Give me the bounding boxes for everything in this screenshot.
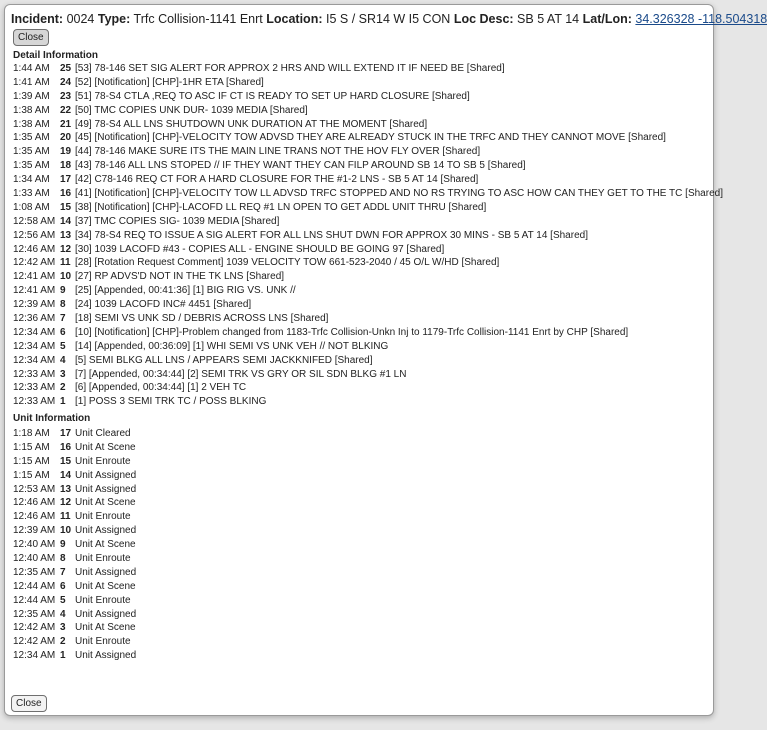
close-button-bottom[interactable]: Close xyxy=(11,695,47,712)
detail-row xyxy=(13,104,703,118)
detail-row xyxy=(13,368,703,382)
unit-row xyxy=(13,427,703,441)
row-time: 1:39 AM xyxy=(13,90,50,102)
detail-row xyxy=(13,187,723,201)
row-description: [41] [Notification] [CHP]-VELOCITY TOW LL ADVSD TRFC STOPPED AND NO RS TRYING TO ASC HOW CAN THEY GET TO THE TC [Shared] xyxy=(75,188,723,200)
unit-row xyxy=(13,635,703,649)
row-number: 8 xyxy=(60,553,66,565)
row-number: 2 xyxy=(60,636,66,648)
row-number: 25 xyxy=(60,63,72,74)
row-description: [14] [Appended, 00:36:09] [1] WHI SEMI VS UNK VEH // NOT BLKING xyxy=(75,340,389,352)
row-time: 12:46 AM xyxy=(13,497,56,509)
row-number: 10 xyxy=(60,525,72,537)
row-description: Unit At Scene xyxy=(75,622,136,634)
row-description: [7] [Appended, 00:34:44] [2] SEMI TRK VS GRY OR SIL SDN BLKG #1 LN xyxy=(75,368,407,380)
row-description: [6] [Appended, 00:34:44] [1] 2 VEH TC xyxy=(75,382,247,394)
unit-row xyxy=(13,552,703,566)
row-time: 12:41 AM xyxy=(13,285,56,297)
row-description: [52] [Notification] [CHP]-1HR ETA [Shared] xyxy=(75,76,264,88)
unit-row xyxy=(13,608,703,622)
row-description: [37] TMC COPIES SIG- 1039 MEDIA [Shared] xyxy=(75,215,280,227)
lat-lon-label: Lat/Lon: xyxy=(582,12,632,26)
close-button-top[interactable]: Close xyxy=(13,29,49,46)
row-number: 5 xyxy=(60,340,66,352)
loc-desc-value: SB 5 AT 14 xyxy=(517,12,580,26)
row-number: 15 xyxy=(60,201,72,213)
row-time: 12:33 AM xyxy=(13,396,56,408)
row-time: 12:56 AM xyxy=(13,229,56,241)
row-description: Unit Enroute xyxy=(75,553,131,565)
row-time: 1:08 AM xyxy=(13,201,50,213)
row-description: [50] TMC COPIES UNK DUR- 1039 MEDIA [Shared] xyxy=(75,104,308,116)
row-number: 7 xyxy=(60,313,66,325)
row-time: 12:39 AM xyxy=(13,525,56,537)
row-description: Unit Assigned xyxy=(75,608,137,620)
row-description: Unit At Scene xyxy=(75,580,136,592)
detail-row xyxy=(13,215,703,229)
row-number: 11 xyxy=(60,511,71,523)
type-value: Trfc Collision-1141 Enrt xyxy=(133,12,263,26)
lat-lon-link[interactable]: 34.326328 -118.504318 xyxy=(635,12,767,26)
row-time: 12:58 AM xyxy=(13,215,56,227)
row-time: 12:40 AM xyxy=(13,539,56,551)
row-number: 16 xyxy=(60,441,72,453)
row-number: 5 xyxy=(60,594,66,606)
location-label: Location: xyxy=(266,12,323,26)
incident-label: Incident: xyxy=(11,12,64,26)
row-time: 12:42 AM xyxy=(13,636,56,648)
row-number: 14 xyxy=(60,469,72,481)
row-number: 16 xyxy=(60,188,72,200)
row-description: [38] [Notification] [CHP]-LACOFD LL REQ #1 LN OPEN TO GET ADDL UNIT THRU [Shared] xyxy=(75,201,487,213)
row-description: [27] RP ADVS'D NOT IN THE TK LNS [Shared] xyxy=(75,271,285,283)
row-number: 12 xyxy=(60,497,72,509)
row-description: [5] SEMI BLKG ALL LNS / APPEARS SEMI JACKKNIFED [Shared] xyxy=(75,354,373,366)
row-description: Unit At Scene xyxy=(75,539,136,551)
location-value: I5 S / SR14 W I5 CON xyxy=(325,12,451,26)
row-description: Unit Cleared xyxy=(75,428,131,439)
detail-row xyxy=(13,201,703,215)
incident-header xyxy=(11,11,767,27)
row-number: 4 xyxy=(60,608,66,620)
row-time: 12:33 AM xyxy=(13,368,56,380)
row-time: 1:15 AM xyxy=(13,441,50,453)
unit-row xyxy=(13,538,703,552)
row-number: 18 xyxy=(60,160,72,172)
row-description: Unit Assigned xyxy=(75,525,137,537)
detail-row xyxy=(13,90,703,104)
row-number: 9 xyxy=(60,539,66,551)
row-description: [51] 78-S4 CTLA ,REQ TO ASC IF CT IS READY TO SET UP HARD CLOSURE [Shared] xyxy=(75,90,470,102)
row-description: [30] 1039 LACOFD #43 - COPIES ALL - ENGINE SHOULD BE GOING 97 [Shared] xyxy=(75,243,445,255)
row-description: Unit At Scene xyxy=(75,497,136,509)
detail-row xyxy=(13,284,703,298)
row-description: [34] 78-S4 REQ TO ISSUE A SIG ALERT FOR ALL LNS SHUT DWN FOR APPROX 30 MINS - SB 5 AT 14 [Shared] xyxy=(75,229,588,241)
row-description: [24] 1039 LACOFD INC# 4451 [Shared] xyxy=(75,299,252,311)
row-time: 1:38 AM xyxy=(13,118,50,130)
incident-modal xyxy=(4,4,767,716)
row-number: 24 xyxy=(60,76,72,88)
row-time: 12:42 AM xyxy=(13,622,56,634)
detail-row xyxy=(13,76,703,90)
unit-row xyxy=(13,566,703,580)
detail-row xyxy=(13,298,703,312)
row-description: Unit Enroute xyxy=(75,511,131,523)
row-number: 12 xyxy=(60,243,72,255)
row-description: [45] [Notification] [CHP]-VELOCITY TOW ADVSD THEY ARE ALREADY STUCK IN THE TRFC AND THEY CANNOT MOVE [Shared] xyxy=(75,132,666,144)
detail-row xyxy=(13,381,703,395)
row-time: 1:38 AM xyxy=(13,104,50,116)
unit-information-title: Unit Information xyxy=(13,413,91,424)
unit-row xyxy=(13,580,703,594)
row-number: 20 xyxy=(60,132,72,144)
detail-row xyxy=(13,243,703,257)
row-time: 1:15 AM xyxy=(13,455,50,467)
row-time: 12:53 AM xyxy=(13,483,56,495)
detail-information-list xyxy=(13,62,723,409)
row-time: 1:33 AM xyxy=(13,188,50,200)
row-time: 1:35 AM xyxy=(13,146,50,158)
row-description: [25] [Appended, 00:41:36] [1] BIG RIG VS. UNK // xyxy=(75,285,296,297)
row-number: 13 xyxy=(60,483,72,495)
row-number: 23 xyxy=(60,90,72,102)
detail-row xyxy=(13,62,703,76)
row-time: 12:35 AM xyxy=(13,608,56,620)
row-description: [28] [Rotation Request Comment] 1039 VELOCITY TOW 661-523-2040 / 45 O/L W/HD [Shared] xyxy=(75,257,500,269)
detail-row xyxy=(13,145,703,159)
detail-row xyxy=(13,159,703,173)
row-number: 15 xyxy=(60,455,72,467)
row-time: 12:33 AM xyxy=(13,382,56,394)
row-number: 21 xyxy=(60,118,72,130)
row-description: [18] SEMI VS UNK SD / DEBRIS ACROSS LNS [Shared] xyxy=(75,313,329,325)
row-description: Unit Enroute xyxy=(75,594,131,606)
detail-row xyxy=(13,229,703,243)
row-time: 12:44 AM xyxy=(13,594,56,606)
row-description: [1] POSS 3 SEMI TRK TC / POSS BLKING xyxy=(75,396,267,408)
row-number: 13 xyxy=(60,229,72,241)
row-number: 22 xyxy=(60,104,72,116)
detail-row xyxy=(13,326,703,340)
row-time: 1:18 AM xyxy=(13,428,50,439)
row-time: 12:34 AM xyxy=(13,340,56,352)
detail-row xyxy=(13,312,703,326)
unit-row xyxy=(13,594,703,608)
unit-row xyxy=(13,469,703,483)
detail-row xyxy=(13,256,703,270)
row-time: 1:35 AM xyxy=(13,132,50,144)
row-description: Unit At Scene xyxy=(75,441,136,453)
row-number: 14 xyxy=(60,215,72,227)
row-description: [44] 78-146 MAKE SURE ITS THE MAIN LINE TRANS NOT THE HOV FLY OVER [Shared] xyxy=(75,146,481,158)
detail-row xyxy=(13,340,703,354)
detail-row xyxy=(13,270,703,284)
unit-row xyxy=(13,483,703,497)
row-time: 12:35 AM xyxy=(13,566,56,578)
row-time: 1:41 AM xyxy=(13,76,50,88)
row-time: 12:34 AM xyxy=(13,326,56,338)
row-number: 6 xyxy=(60,580,66,592)
row-number: 6 xyxy=(60,326,66,338)
detail-row xyxy=(13,354,703,368)
unit-row xyxy=(13,649,703,663)
row-time: 12:44 AM xyxy=(13,580,56,592)
detail-row xyxy=(13,118,703,132)
row-number: 4 xyxy=(60,354,66,366)
row-time: 1:35 AM xyxy=(13,160,50,172)
row-time: 12:34 AM xyxy=(13,650,56,662)
row-description: [42] C78-146 REQ CT FOR A HARD CLOSURE FOR THE #1-2 LNS - SB 5 AT 14 [Shared] xyxy=(75,174,479,186)
row-description: [10] [Notification] [CHP]-Problem changed from 1183-Trfc Collision-Unkn Inj to 1179-Trfc Collision-1141 Enrt by CHP [Shared] xyxy=(75,326,629,338)
row-description: [43] 78-146 ALL LNS STOPED // IF THEY WANT THEY CAN FILP AROUND SB 14 TO SB 5 [Shared] xyxy=(75,160,526,172)
row-time: 12:41 AM xyxy=(13,271,56,283)
row-time: 12:36 AM xyxy=(13,313,56,325)
row-number: 3 xyxy=(60,622,66,634)
row-number: 17 xyxy=(60,174,72,186)
row-time: 1:44 AM xyxy=(13,63,50,74)
row-description: [49] 78-S4 ALL LNS SHUTDOWN UNK DURATION AT THE MOMENT [Shared] xyxy=(75,118,428,130)
detail-information-title: Detail Information xyxy=(13,50,99,61)
row-number: 1 xyxy=(60,650,66,662)
type-label: Type: xyxy=(97,12,131,26)
row-description: Unit Assigned xyxy=(75,483,137,495)
row-time: 1:15 AM xyxy=(13,469,50,481)
row-time: 12:46 AM xyxy=(13,511,56,523)
detail-row xyxy=(13,395,703,409)
row-time: 12:46 AM xyxy=(13,243,56,255)
unit-row xyxy=(13,455,703,469)
row-number: 3 xyxy=(60,368,66,380)
row-number: 2 xyxy=(60,382,66,394)
unit-information-list xyxy=(13,427,703,663)
row-number: 9 xyxy=(60,285,66,297)
row-number: 8 xyxy=(60,299,66,311)
detail-row xyxy=(13,131,703,145)
row-number: 17 xyxy=(60,428,72,439)
row-number: 10 xyxy=(60,271,72,283)
unit-row xyxy=(13,496,703,510)
row-time: 1:34 AM xyxy=(13,174,50,186)
incident-value: 0024 xyxy=(66,12,95,26)
row-number: 7 xyxy=(60,566,66,578)
row-number: 1 xyxy=(60,396,66,408)
unit-row xyxy=(13,510,703,524)
row-time: 12:42 AM xyxy=(13,257,56,269)
row-time: 12:39 AM xyxy=(13,299,56,311)
loc-desc-label: Loc Desc: xyxy=(453,12,514,26)
row-time: 12:34 AM xyxy=(13,354,56,366)
row-description: [53] 78-146 SET SIG ALERT FOR APPROX 2 HRS AND WILL EXTEND IT IF NEED BE [Shared] xyxy=(75,63,505,74)
unit-row xyxy=(13,621,703,635)
row-time: 12:40 AM xyxy=(13,553,56,565)
row-description: Unit Enroute xyxy=(75,455,131,467)
row-description: Unit Assigned xyxy=(75,650,137,662)
row-description: Unit Assigned xyxy=(75,566,137,578)
detail-row xyxy=(13,173,703,187)
row-number: 11 xyxy=(60,257,71,269)
row-number: 19 xyxy=(60,146,72,158)
row-description: Unit Assigned xyxy=(75,469,137,481)
row-description: Unit Enroute xyxy=(75,636,131,648)
unit-row xyxy=(13,524,703,538)
unit-row xyxy=(13,441,703,455)
